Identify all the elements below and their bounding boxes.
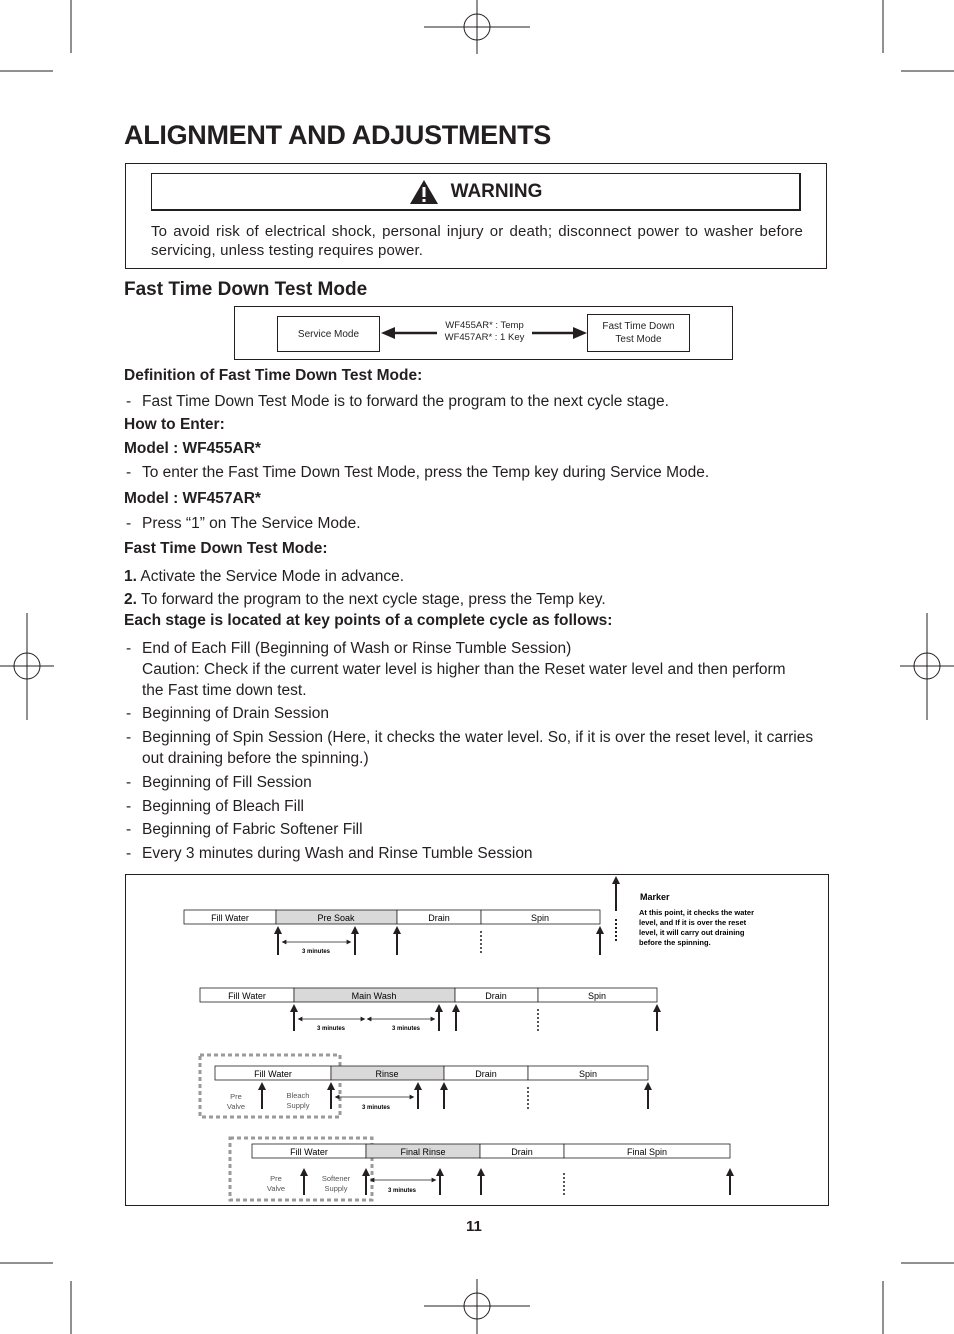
model1-item: To enter the Fast Time Down Test Mode, press the Temp key during Service Mode. (142, 464, 710, 481)
cycle-timing-diagram (125, 874, 829, 1206)
stage-label: Spin (587, 991, 607, 1001)
cycle-row-rinse (200, 1055, 652, 1117)
interval-label: 3 minutes (391, 1026, 421, 1032)
stage-item-6: Beginning of Fabric Softener Fill (142, 821, 363, 838)
model2-heading: Model : WF457AR* (124, 490, 261, 507)
pre-valve-label: Valve (226, 1102, 246, 1111)
bleach-supply-label: Bleach (286, 1091, 310, 1100)
interval-label: 3 minutes (361, 1105, 391, 1111)
stage-item-7: Every 3 minutes during Wash and Rinse Tumble Session (142, 845, 533, 862)
pre-valve-label: Pre (270, 1174, 282, 1183)
marker-note-line2: level, and If it is over the reset (639, 918, 747, 927)
stage-label: Final Rinse (400, 1147, 446, 1157)
model2-item: Press “1” on The Service Mode. (142, 515, 361, 532)
stage-label: Pre Soak (317, 913, 355, 923)
mode-flow-diagram (234, 306, 733, 360)
how-to-enter-heading: How to Enter: (124, 416, 225, 433)
stage-label: Fill Water (290, 1147, 328, 1157)
stage-label: Drain (475, 1069, 497, 1079)
cycle-row-pre-soak (184, 910, 604, 955)
page-number: 11 (466, 1218, 482, 1235)
stage-item-1-line2: Caution: Check if the current water level is higher than the Reset water level and then perform (142, 661, 786, 678)
stage-label: Final Spin (626, 1147, 668, 1157)
interval-label: 3 minutes (316, 1026, 346, 1032)
stage-item-3-line1: Beginning of Spin Session (Here, it checks the water level. So, if it is over the reset level, it carries (142, 729, 814, 746)
stage-label: Fill Water (254, 1069, 292, 1079)
stage-label: Spin (530, 913, 550, 923)
stage-label: Main Wash (351, 991, 397, 1001)
pre-valve-label: Pre (230, 1092, 242, 1101)
warning-header (151, 173, 801, 211)
definition-heading: Definition of Fast Time Down Test Mode: (124, 367, 423, 384)
step-2-number: 2. (124, 591, 137, 608)
cycle-row-final-rinse (230, 1138, 734, 1200)
bleach-supply-label: Supply (286, 1101, 310, 1110)
bullet-dash: - (126, 798, 132, 815)
pre-valve-label: Valve (266, 1184, 286, 1193)
stage-label: Drain (485, 991, 507, 1001)
warning-label: WARNING (450, 180, 543, 202)
bullet-dash: - (126, 515, 132, 532)
procedure-heading: Fast Time Down Test Mode: (124, 540, 328, 557)
bullet-dash: - (126, 393, 132, 410)
definition-item: Fast Time Down Test Mode is to forward the program to the next cycle stage. (142, 393, 669, 410)
stage-item-1-line1: End of Each Fill (Beginning of Wash or Rinse Tumble Session) (142, 640, 572, 657)
softener-supply-label: Softener (321, 1174, 351, 1183)
bullet-dash: - (126, 640, 132, 657)
stages-heading: Each stage is located at key points of a complete cycle as follows: (124, 612, 613, 629)
stage-item-5: Beginning of Bleach Fill (142, 798, 304, 815)
marker-note-line3: level, it will carry out draining (639, 928, 745, 937)
bullet-dash: - (126, 729, 132, 746)
stage-item-4: Beginning of Fill Session (142, 774, 312, 791)
stage-label: Drain (428, 913, 450, 923)
key-label-line2: WF457AR* : 1 Key (444, 332, 525, 343)
marker-title: Marker (640, 892, 670, 902)
service-mode-label: Service Mode (297, 328, 360, 340)
softener-supply-label: Supply (324, 1184, 348, 1193)
stage-label: Rinse (375, 1069, 399, 1079)
fast-time-down-line2: Test Mode (615, 334, 662, 345)
bullet-dash: - (126, 845, 132, 862)
marker-note-line4: before the spinning. (639, 938, 711, 947)
key-label (437, 320, 532, 344)
step-1-text: Activate the Service Mode in advance. (140, 568, 405, 585)
key-label-line1: WF455AR* : Temp (445, 320, 524, 331)
step-1 (124, 568, 404, 586)
bullet-dash: - (126, 821, 132, 838)
stage-item-1-line3: the Fast time down test. (142, 682, 307, 699)
marker-legend (612, 876, 754, 947)
fast-time-down-box (587, 314, 690, 352)
stage-label: Fill Water (211, 913, 249, 923)
warning-text: To avoid risk of electrical shock, personal injury or death; disconnect power to washer before servicing, unless testing requires power. (151, 223, 803, 259)
cycle-row-main-wash (200, 988, 661, 1033)
fast-time-down-line1: Fast Time Down (602, 321, 675, 332)
stage-item-2: Beginning of Drain Session (142, 705, 329, 722)
marker-note-line1: At this point, it checks the water (639, 908, 755, 917)
service-mode-box (277, 316, 380, 352)
model1-heading: Model : WF455AR* (124, 440, 261, 457)
section-heading: Fast Time Down Test Mode (124, 279, 368, 300)
stage-label: Fill Water (228, 991, 266, 1001)
cycle-timing-svg (126, 875, 828, 1205)
bullet-dash: - (126, 774, 132, 791)
bullet-dash: - (126, 464, 132, 481)
bullet-dash: - (126, 705, 132, 722)
step-2-text: To forward the program to the next cycle stage, press the Temp key. (140, 591, 606, 608)
page-title: ALIGNMENT AND ADJUSTMENTS (124, 120, 551, 150)
warning-icon (409, 179, 439, 205)
step-1-number: 1. (124, 568, 137, 585)
stage-label: Spin (578, 1069, 598, 1079)
stage-item-3-line2: out draining before the spinning.) (142, 750, 369, 767)
step-2 (124, 591, 606, 609)
stage-label: Drain (511, 1147, 533, 1157)
interval-label: 3 minutes (387, 1188, 417, 1194)
interval-label: 3 minutes (301, 949, 331, 955)
